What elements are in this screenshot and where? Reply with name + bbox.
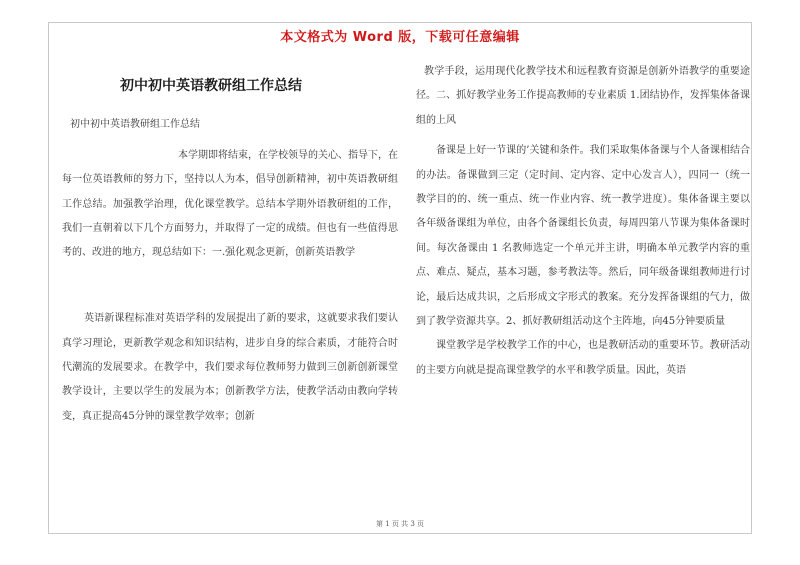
- intro-paragraph: 本学期即将结束，在学校领导的关心、指导下，在每一位英语教师的努力下，坚持以人为本，倡导创新精神，初中英语教研组工作总结。加强教学治理，优化课堂教学。总结本学期外语教研组的工作，我们一直朝着以下几个方面努力，并取得了一定的成绩。但也有一些值得思考的、改进的地方，现总结如下：一.强化观念更新，创新英语教学: [62, 150, 398, 259]
- body-paragraph: 教学手段，运用现代化教学技术和远程教育资源是创新外语教学的重要途径。二、抓好教学业务工作提高教师的专业素质 1.团结协作，发挥集体备课组的上风: [416, 66, 750, 126]
- right-column: [416, 60, 750, 383]
- word-format-banner: 本文格式为 Word 版，下载可任意编辑: [280, 30, 520, 45]
- body-paragraph: 备课是上好一节课的’关键和条件。我们采取集体备课与个人备课相结合的办法。备课做到三定（定时间、定内容、定中心发言人），四同一（统一教学目的的、统一重点、统一作业内容、统一教学进度）。集体备课主要以各年级备课组为单位，由各个备课组长负责，每周四第八节课为集体备课时间。每次备课由 1 名教师选定一个单元并主讲，明确本单元教学内容的重点、难点、疑点，基本习题，参考教法等。然后，同年级备课组教师进行讨论，最后达成共识，之后形成文字形式的教案。充分发挥备课组的气力，做到了教学资源共享。2、抓好教研组活动这个主阵地，向45分钟要质量: [416, 145, 750, 328]
- left-column: [62, 64, 398, 429]
- document-title: 初中初中英语教研组工作总结: [120, 78, 302, 94]
- body-paragraph: 课堂教学是学校教学工作的中心，也是教研活动的重要环节。教研活动的主要方向就是提高课堂教学的水平和教学质量。因此，英语: [416, 340, 750, 376]
- page-number-footer: 第 1 页 共 3 页: [375, 520, 425, 528]
- body-paragraph: 英语新课程标准对英语学科的发展提出了新的要求，这就要求我们要认真学习理论，更新教学观念和知识结构，进步自身的综合素质，才能符合时代潮流的发展要求。在教学中，我们要求每位教师努力做到三创新创新课堂教学设计，主要以学生的发展为本；创新教学方法，使教学活动由教向学转变，真正提高45分钟的课堂教学效率；创新: [62, 313, 398, 422]
- document-subtitle: 初中初中英语教研组工作总结: [70, 119, 200, 130]
